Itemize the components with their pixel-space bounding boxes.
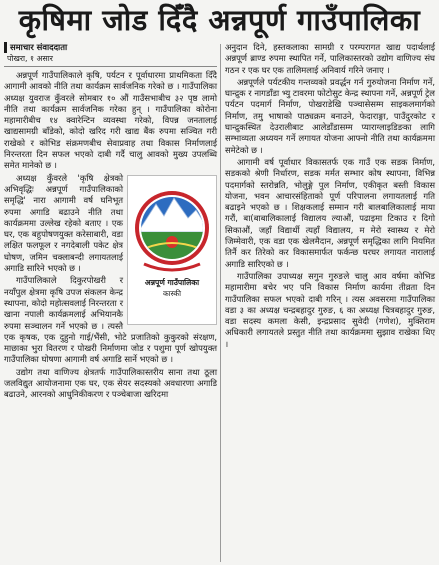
logo-subcaption: कास्की — [162, 288, 182, 298]
logo-wrap-block — [4, 172, 217, 298]
paragraph: आगामी वर्ष पूर्वाधार विकासतर्फ एक गाउँ एक सडक निर्माण, सडकको श्रेणी निर्धारण, सडक मर्मत सम्भार कोष स्थापना, विभिन्न पदमार्गको स्तरोन्नति, भोलुङ्गे पुल निर्माण, एकीकृत बस्ती विकास योजना, भवन आचारसंहिताको पूर्ण परिपालना लगायतलाई गति बढाइने भएको छ । शिक्षकलाई सम्मान गरी बालबालिकालाई माया गरौं, बा(बाबालिकालाई विद्यालय ल्याऔं, पढाइमा टिकाउ र दिगो सिकाऔं, जहाँ विद्यार्थी त्यहाँ विद्यालय, म मेरो स्वास्थ्य र मेरो जिम्मेवारी, एक वडा एक खेलमैदान, अन्नपूर्ण समृद्धिका लागि नियमित तिर्नै कर तिरेको कर विकासमार्फत फर्कन्छ घरघर लगायत नारालाई अगाडि सारिएको छ । — [225, 156, 435, 269]
paragraph: अन्नपूर्णले पर्यटकीय गन्तव्यको प्रवर्द्धन गर्न गुरुयोजना निर्माण गर्ने, घान्द्रुक र नागडाँडा भ्यु टावरमा फोटोसुट केन्द्र स्थापना गर्ने, अन्नपूर्ण ट्रेल पर्यटन पदमार्ग निर्माण, पोखराडेखि पञ्चासेसम्म साइकलमार्गको निर्माण, तमु भाषाको पाठ्यक्रम बनाउने, फेदाराङ्गा, पाउँदुरकोट र घान्द्रुकस्थित देउरालीबाट आलेडाँडासम्म प्याराग्लाइडिङका लागि सम्भाव्यता अध्ययन गर्ने लगायत योजना आफ्नो नीति तथा कार्यक्रममा समेटेको छ । — [225, 76, 435, 155]
column-divider — [220, 44, 221, 562]
article-column-right — [225, 42, 435, 351]
paragraph: उद्योग तथा वाणिज्य क्षेत्रतर्फ गाउँपालिकास्तरीय साना तथा ठूला जलविद्युत आयोजनामा एक घर, एक सेयर सदस्यको अवधारणा अगाडि बढाउने, आरनको आधुनिकीकरण र पञ्चेबाजा खरिदमा — [4, 366, 217, 400]
byline: समाचार संवाददाता — [4, 42, 217, 53]
paragraph: गाउँपालिकाले दिकुरपोखरी र नयाँपुल क्षेत्रमा कृषि उपज संकलन केन्द्र स्थापना, कोदो महोत्सवलाई निरन्तरता र खाना नपाली कार्यक्रमलाई अभियानकै रुपमा सञ्चालन गर्ने भएको छ । त्यस्तै एक कृषक, एक दुहुनो गाई/भैंसी, भोटे प्रजातिको कुकुरको संरक्षण, माछाका भुरा वितरण र पोखरी निर्माणमा जोड र पशुमा पूर्ण खोपयुक्त गाउँपालिका घोषणा आगामी वर्ष अगाडि सार्ने भएको छ । — [4, 275, 217, 365]
headline: कृषिमा जोड दिँदै अन्नपूर्ण गाउँपालिका — [18, 3, 421, 37]
dateline: पोखरा, १ असार — [4, 54, 217, 67]
paragraph: अनुदान दिने, हस्तकलाका सामग्री र परम्परागत खाद्य पदार्थलाई अन्नपूर्ण ब्राण्ड रुपमा स्थापित गर्ने, पालिकास्तरको उद्योग वाणिज्य संघ गठन र एक घर एक तालिमलाई अनिवार्य गरिने जनाए । — [225, 42, 435, 75]
municipality-logo — [127, 175, 217, 325]
paragraph: अध्यक्ष कुँवरले 'कृषि क्षेत्रको अभिवृद्धिः अन्नपूर्ण गाउँपालिकाको समृद्धि' नारा आगामी वर्ष घनिभूत रुपमा अगाडि बढाउने नीति तथा कार्यक्रममा उल्लेख रहेको बताए । एक घर, एक बहुपोषणयुक्त करेसाबारी, वडा लक्षित फलफूल र नगदेबाली पकेट क्षेत्र घोषण, जमिन चक्लाबन्दी लगायतलाई अगाडि सारिने भएको छ । — [4, 172, 123, 274]
logo-caption: अन्नपूर्ण गाउँपालिका — [144, 277, 200, 287]
paragraph: अन्नपूर्ण गाउँपालिकाले कृषि, पर्यटन र पूर्वाधारमा प्राथमिकता दिँदै आगामी आवको नीति तथा कार्यक्रम सार्वजनिक गरेको छ । गाउँपालिका अध्यक्ष युवराज कुँवरले सोमबार १० औं गाउँसभाबीच ३२ पृष्ठ लामो नीति तथा कार्यक्रम सार्वजनिक गरेका हुन् । गाउँपालिका कोरोना महामारीबीच १४ क्वारेन्टिन व्यवस्था गरेको, विपन्न जनतालाई खाद्यसामग्री बाँडेको, कोदो खरिद गरी खाद्य बैंक रुपमा सञ्चित गरी राखेको र कोभिड संक्रमणबीच सेवाप्रवाह तथा विकास निर्माणलाई निरन्तरता दिन सफल भएको दाबी गर्दै चालु आवको मुख्य उपलब्धि समेत मानेको छ । — [4, 70, 217, 171]
article-column-left — [4, 42, 217, 402]
logo-emblem-icon — [132, 182, 212, 276]
paragraph: गाउँपालिका उपाध्यक्ष सगुन गुरुङले चालु आव वर्षमा कोभिड महामारीमा बचेर भए पनि विकास निर्माण कार्यमा तीव्रता दिन गाउँपालिका सफल भएको दाबी गरिन् । त्यस अवसरमा गाउँपालिका वडा ३ का अध्यक्ष चन्द्रबहादुर गुरुङ, ६ का अध्यक्ष चित्रबहादुर गुरुङ, वडा सदस्य कमला केसी, इन्द्रप्रसाद सुवेदी (गणेश), मुक्तिराम अधिकारी लगायतले प्रस्तुत नीति तथा कार्यक्रममा सुझाव राखेका थिए । — [225, 270, 435, 349]
